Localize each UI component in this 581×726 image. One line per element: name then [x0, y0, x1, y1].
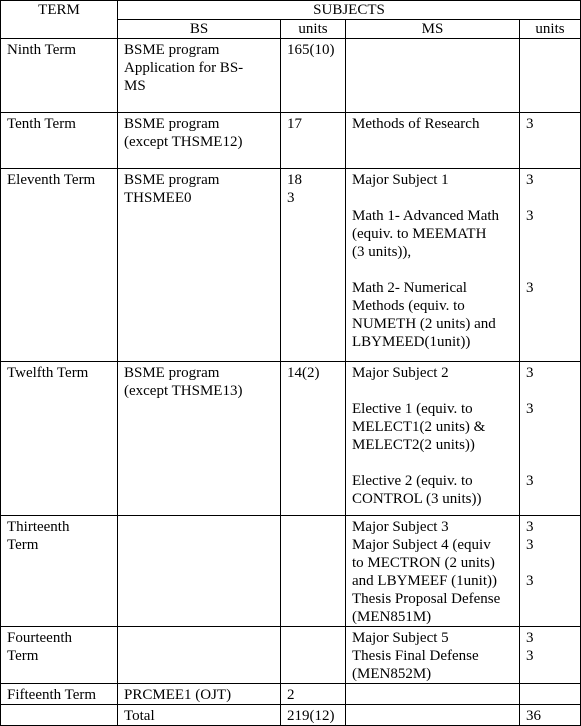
cell-line: 3 — [526, 172, 534, 188]
cell-line: (3 units)), — [352, 244, 412, 260]
cell-line: Ninth Term — [7, 42, 77, 58]
bs-cell — [118, 516, 281, 627]
bs-header: BS — [118, 20, 281, 39]
bs-units-cell — [281, 627, 346, 684]
cell-line: Application for BS- — [124, 60, 244, 76]
cell-line: Methods (equiv. to — [352, 298, 465, 314]
cell-line: MELECT2(2 units)) — [352, 437, 475, 453]
term-cell — [1, 169, 118, 362]
cell-line: (equiv. to MEEMATH — [352, 226, 487, 242]
cell-line: Eleventh Term — [7, 172, 96, 188]
cell-line: 3 — [526, 365, 534, 381]
table-row — [1, 362, 581, 516]
cell-line: Fourteenth — [7, 630, 72, 646]
cell-line: and LBYMEEF (1unit)) — [352, 573, 497, 589]
cell-line: 3 — [526, 537, 534, 553]
header-row-1 — [1, 1, 581, 20]
bs-cell — [118, 705, 281, 726]
subjects-header: SUBJECTS — [118, 1, 581, 20]
ms-cell — [346, 627, 520, 684]
cell-line: 219(12) — [287, 708, 335, 724]
term-cell — [1, 39, 118, 113]
cell-line: Term — [7, 648, 39, 664]
cell-line: BSME program — [124, 116, 220, 132]
ms-cell — [346, 362, 520, 516]
cell-line — [352, 261, 513, 279]
cell-line: 3 — [526, 573, 534, 589]
bs-units-cell — [281, 39, 346, 113]
bs-cell — [118, 684, 281, 705]
cell-line: to MECTRON (2 units) — [352, 555, 495, 571]
cell-line: NUMETH (2 units) and — [352, 316, 496, 332]
term-header: TERM — [1, 1, 118, 39]
cell-line: Major Subject 1 — [352, 172, 449, 188]
cell-line: Major Subject 2 — [352, 365, 449, 381]
ms-cell — [346, 705, 520, 726]
table-row — [1, 169, 581, 362]
cell-line: LBYMEED(1unit)) — [352, 334, 471, 350]
cell-line: (except THSME13) — [124, 383, 243, 399]
cell-line: Methods of Research — [352, 116, 480, 132]
bs-units-cell — [281, 516, 346, 627]
cell-line — [352, 454, 513, 472]
cell-line: 3 — [526, 473, 534, 489]
ms-units-cell — [520, 169, 581, 362]
table-row — [1, 39, 581, 113]
cell-line: MS — [124, 78, 146, 94]
cell-line: 3 — [526, 208, 534, 224]
bs-units-cell — [281, 169, 346, 362]
table-row — [1, 705, 581, 726]
term-cell — [1, 627, 118, 684]
cell-line: 3 — [287, 190, 295, 206]
cell-line: 3 — [526, 116, 534, 132]
cell-line: Fifteenth Term — [7, 687, 97, 703]
term-cell — [1, 684, 118, 705]
cell-line: Major Subject 4 (equiv — [352, 537, 491, 553]
term-cell — [1, 362, 118, 516]
bs-units-cell — [281, 362, 346, 516]
ms-units-cell — [520, 627, 581, 684]
cell-line — [526, 554, 574, 572]
table-row — [1, 684, 581, 705]
cell-line: Term — [7, 537, 39, 553]
cell-line: 14(2) — [287, 365, 320, 381]
cell-line: BSME program — [124, 365, 220, 381]
cell-line: (MEN852M) — [352, 666, 432, 682]
ms-units-header: units — [520, 20, 581, 39]
cell-line: 2 — [287, 687, 295, 703]
cell-line — [526, 382, 574, 400]
bs-cell — [118, 113, 281, 169]
cell-line: Tenth Term — [7, 116, 76, 132]
ms-units-cell — [520, 113, 581, 169]
cell-line: THSMEE0 — [124, 190, 192, 206]
cell-line: BSME program — [124, 172, 220, 188]
cell-line: MELECT1(2 units) & — [352, 419, 486, 435]
cell-line: 3 — [526, 280, 534, 296]
ms-units-cell — [520, 39, 581, 113]
term-cell — [1, 516, 118, 627]
cell-line: 17 — [287, 116, 302, 132]
bs-cell — [118, 169, 281, 362]
bs-units-header: units — [281, 20, 346, 39]
cell-line — [526, 225, 574, 243]
cell-line: 3 — [526, 401, 534, 417]
ms-units-cell — [520, 684, 581, 705]
cell-line: 3 — [526, 630, 534, 646]
cell-line — [526, 261, 574, 279]
cell-line: (except THSME12) — [124, 134, 243, 150]
cell-line — [352, 382, 513, 400]
ms-cell — [346, 169, 520, 362]
ms-header: MS — [346, 20, 520, 39]
cell-line: 3 — [526, 519, 534, 535]
cell-line: Elective 2 (equiv. to — [352, 473, 473, 489]
cell-line: PRCMEE1 (OJT) — [124, 687, 232, 703]
term-cell — [1, 705, 118, 726]
cell-line: 18 — [287, 172, 302, 188]
cell-line: Total — [124, 708, 155, 724]
bs-units-cell — [281, 684, 346, 705]
cell-line: Major Subject 3 — [352, 519, 449, 535]
table-row — [1, 113, 581, 169]
ms-units-cell — [520, 362, 581, 516]
term-cell — [1, 113, 118, 169]
cell-line: CONTROL (3 units)) — [352, 491, 482, 507]
table-row — [1, 516, 581, 627]
cell-line — [526, 436, 574, 454]
cell-line: 36 — [526, 708, 541, 724]
ms-cell — [346, 516, 520, 627]
ms-cell — [346, 113, 520, 169]
cell-line: Twelfth Term — [7, 365, 89, 381]
cell-line: 3 — [526, 648, 534, 664]
cell-line: Thirteenth — [7, 519, 70, 535]
bs-units-cell — [281, 113, 346, 169]
ms-units-cell — [520, 516, 581, 627]
cell-line — [352, 189, 513, 207]
cell-line: Thesis Final Defense — [352, 648, 479, 664]
ms-units-cell — [520, 705, 581, 726]
table-row — [1, 627, 581, 684]
cell-line — [526, 243, 574, 261]
cell-line: (MEN851M) — [352, 609, 432, 625]
cell-line — [526, 418, 574, 436]
cell-line — [526, 454, 574, 472]
bs-cell — [118, 627, 281, 684]
cell-line — [526, 189, 574, 207]
cell-line: 165(10) — [287, 42, 335, 58]
bs-cell — [118, 39, 281, 113]
cell-line: Math 2- Numerical — [352, 280, 467, 296]
cell-line: Major Subject 5 — [352, 630, 449, 646]
cell-line: Math 1- Advanced Math — [352, 208, 500, 224]
cell-line: BSME program — [124, 42, 220, 58]
bs-units-cell — [281, 705, 346, 726]
ms-cell — [346, 39, 520, 113]
bs-cell — [118, 362, 281, 516]
ms-cell — [346, 684, 520, 705]
cell-line: Thesis Proposal Defense — [352, 591, 501, 607]
cell-line: Elective 1 (equiv. to — [352, 401, 473, 417]
